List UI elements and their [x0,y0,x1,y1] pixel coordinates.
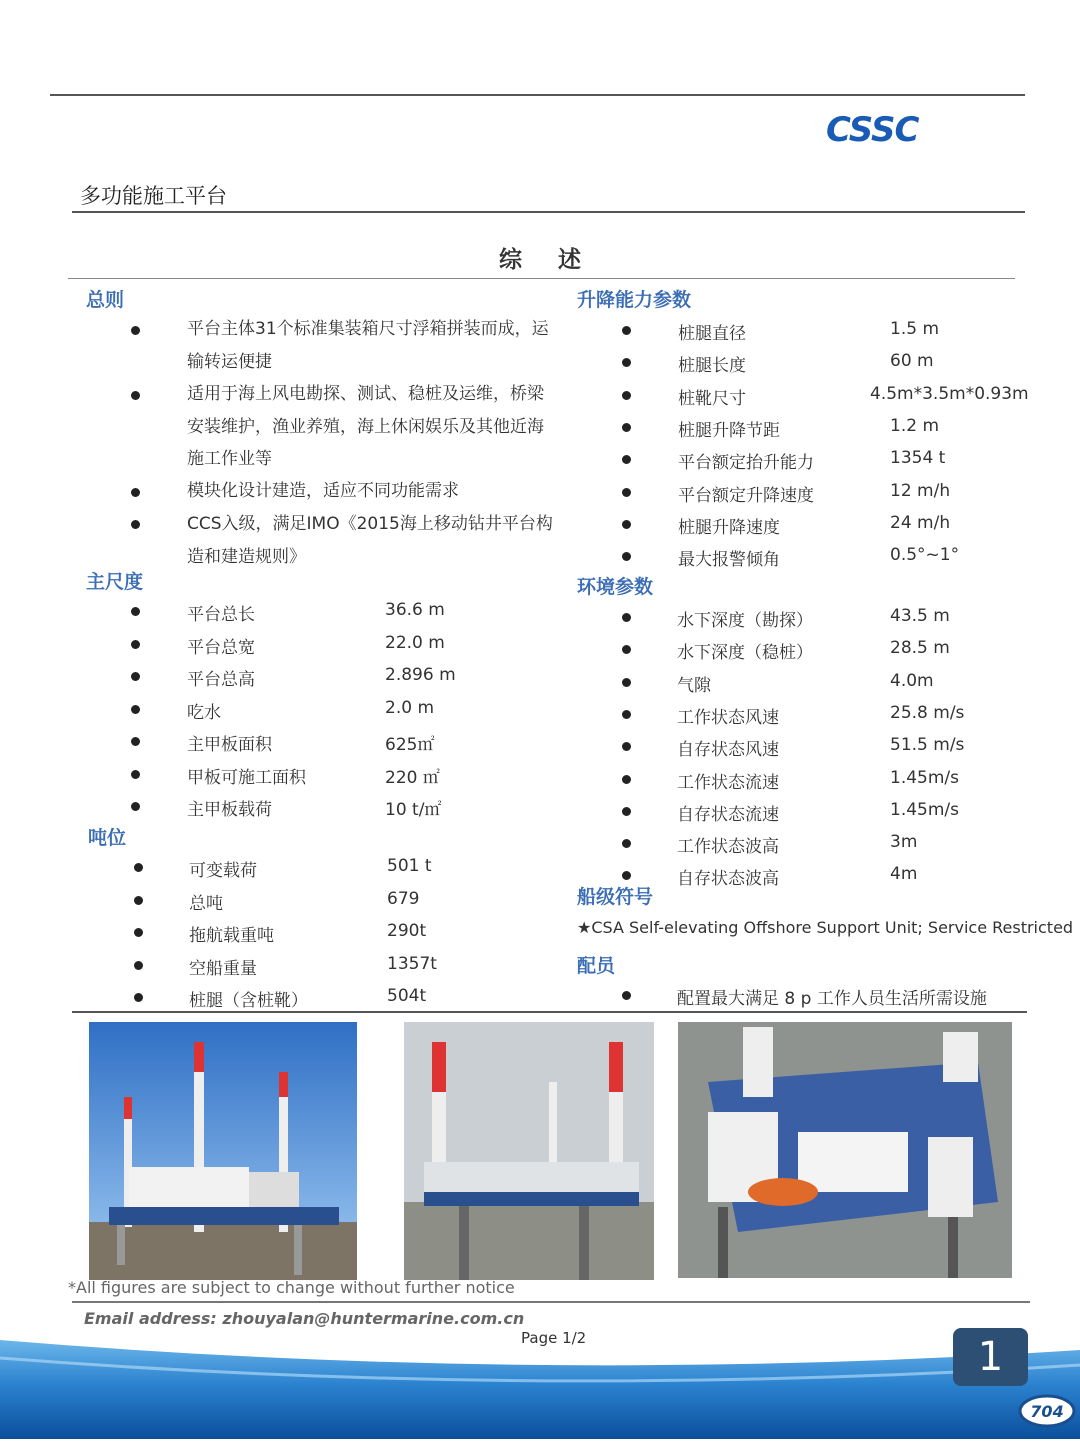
bullet-icon [622,678,631,687]
footer-band [0,1340,1080,1439]
environment-label: 工作状态波高 [677,837,779,858]
general-item-2: 适用于海上风电勘探、测试、稳桩及运维，桥梁安装维护，渔业养殖，海上休闲娱乐及其他近海施工作业等 [187,384,544,469]
bullet-icon [131,607,140,616]
bullet-icon [622,839,631,848]
overview-title: 综述 [499,247,617,273]
environment-value: 51.5 m/s [890,735,965,756]
corner-logo [1018,1392,1076,1430]
tonnage-value: 679 [387,888,420,909]
environment-value: 3m [890,832,918,853]
environment-label: 水下深度（勘探） [677,611,813,631]
header-rule [50,94,1025,96]
dimension-value: 220 ㎡ [385,767,440,788]
overview-rule [68,278,1015,279]
tonnage-heading: 吨位 [88,827,127,849]
environment-label: 气隙 [677,675,711,696]
page-badge: 1 [953,1328,1028,1386]
dimension-label: 吃水 [187,702,221,723]
bullet-icon [622,423,631,432]
lifting-value: 24 m/h [890,512,951,533]
general-heading: 总则 [86,289,125,311]
platform-photo-1 [89,1022,357,1280]
bullet-icon [622,991,631,1000]
bullet-icon [134,961,143,970]
lifting-value: 1.2 m [890,415,939,436]
lifting-value: 1354 t [890,448,946,469]
bullet-icon [622,552,631,561]
bullet-icon [134,896,143,905]
bullet-icon [622,455,631,464]
bullet-icon [622,520,631,529]
bullet-icon [134,863,143,872]
environment-label: 工作状态流速 [677,772,779,793]
dimension-value: 22.0 m [385,632,445,653]
platform-photo-2 [404,1022,654,1280]
dimension-label: 主甲板载荷 [187,800,272,820]
class-notation-text: ★CSA Self-elevating Offshore Support Unit; Service Restricted [577,918,1074,937]
general-item-1: 平台主体31个标准集装箱尺寸浮箱拼装而成，运输转运便捷 [187,319,549,372]
dimension-label: 平台总高 [187,670,255,690]
dimension-label: 平台总长 [187,605,255,625]
email-address: Email address: zhouyalan@huntermarine.com.cn [84,1309,525,1328]
bullet-icon [131,520,140,529]
bullet-icon [622,775,631,784]
lifting-value: 0.5°~1° [890,545,960,566]
dimension-label: 平台总宽 [187,637,255,658]
lifting-label: 桩腿直径 [678,324,746,344]
bullet-icon [622,358,631,367]
lifting-label: 最大报警倾角 [678,550,780,571]
bullet-icon [131,737,140,746]
bullet-icon [134,993,143,1002]
bullet-icon [622,326,631,335]
bullet-icon [131,488,140,497]
lifting-label: 平台额定升降速度 [678,485,814,506]
bullet-icon [622,645,631,654]
bullet-icon [622,488,631,497]
tonnage-value: 1357t [387,953,437,974]
dimension-value: 36.6 m [385,600,445,620]
bullet-icon [622,391,631,400]
lifting-label: 桩腿升降速度 [678,517,780,538]
lifting-value: 60 m [890,351,934,372]
bullet-icon [622,710,631,719]
lifting-label: 桩靴尺寸 [678,388,746,409]
environment-value: 1.45m/s [890,799,959,820]
footer-rule [72,1301,1030,1303]
lifting-label: 桩腿升降节距 [678,420,780,441]
crew-heading: 配员 [577,955,616,977]
lifting-heading: 升降能力参数 [577,289,692,311]
class-notation-heading: 船级符号 [577,886,654,908]
general-item-3: 模块化设计建造，适应不同功能需求 [187,481,459,501]
environment-value: 28.5 m [890,638,950,659]
bullet-icon [622,742,631,751]
title-rule [72,211,1025,213]
environment-value: 25.8 m/s [890,702,965,723]
platform-photo-3 [678,1022,1012,1278]
environment-label: 自存状态风速 [677,740,779,761]
environment-label: 自存状态波高 [677,869,779,890]
dimension-value: 10 t/㎡ [385,800,442,820]
bullet-icon [134,928,143,937]
environment-value: 4m [890,864,918,885]
bullet-icon [622,613,631,622]
dimension-value: 2.896 m [385,665,456,685]
lifting-value: 4.5m*3.5m*0.93m [870,383,1029,404]
dimension-value: 625㎡ [385,735,435,755]
dimensions-heading: 主尺度 [86,571,144,593]
svg-text:704: 704 [1030,1402,1064,1421]
lifting-label: 桩腿长度 [678,356,746,377]
bullet-icon [131,391,140,400]
environment-value: 1.45m/s [890,767,959,788]
disclaimer-note: *All figures are subject to change without further notice [68,1278,515,1297]
document-title: 多功能施工平台 [80,184,227,208]
tonnage-label: 空船重量 [189,958,257,979]
environment-value: 4.0m [890,670,934,691]
general-item-4: CCS入级，满足IMO《2015海上移动钻井平台构造和建造规则》 [187,514,553,567]
environment-label: 工作状态风速 [677,707,779,728]
page-number: Page 1/2 [521,1329,587,1347]
lifting-label: 平台额定抬升能力 [678,453,814,474]
bullet-icon [131,640,140,649]
bullet-icon [622,871,631,880]
photos-rule [72,1011,1027,1013]
lifting-value: 1.5 m [890,319,939,339]
tonnage-value: 290t [387,921,427,941]
crew-text: 配置最大满足 8 p 工作人员生活所需设施 [677,989,987,1009]
environment-label: 水下深度（稳桩） [677,643,813,664]
tonnage-label: 可变载荷 [189,861,257,881]
bullet-icon [131,672,140,681]
environment-heading: 环境参数 [577,576,654,598]
dimension-label: 主甲板面积 [187,735,272,755]
bullet-icon [131,705,140,714]
bullet-icon [131,326,140,335]
dimension-label: 甲板可施工面积 [187,767,306,788]
environment-value: 43.5 m [890,606,950,626]
tonnage-value: 504t [387,986,427,1006]
cssc-logo: CSSC [826,110,919,150]
tonnage-label: 拖航载重吨 [189,926,274,946]
bullet-icon [131,802,140,811]
environment-label: 自存状态流速 [677,804,779,825]
tonnage-label: 总吨 [189,893,223,914]
bullet-icon [131,770,140,779]
lifting-value: 12 m/h [890,480,951,501]
dimension-value: 2.0 m [385,697,434,718]
tonnage-label: 桩腿（含桩靴） [189,991,308,1011]
tonnage-value: 501 t [387,856,432,876]
bullet-icon [622,807,631,816]
